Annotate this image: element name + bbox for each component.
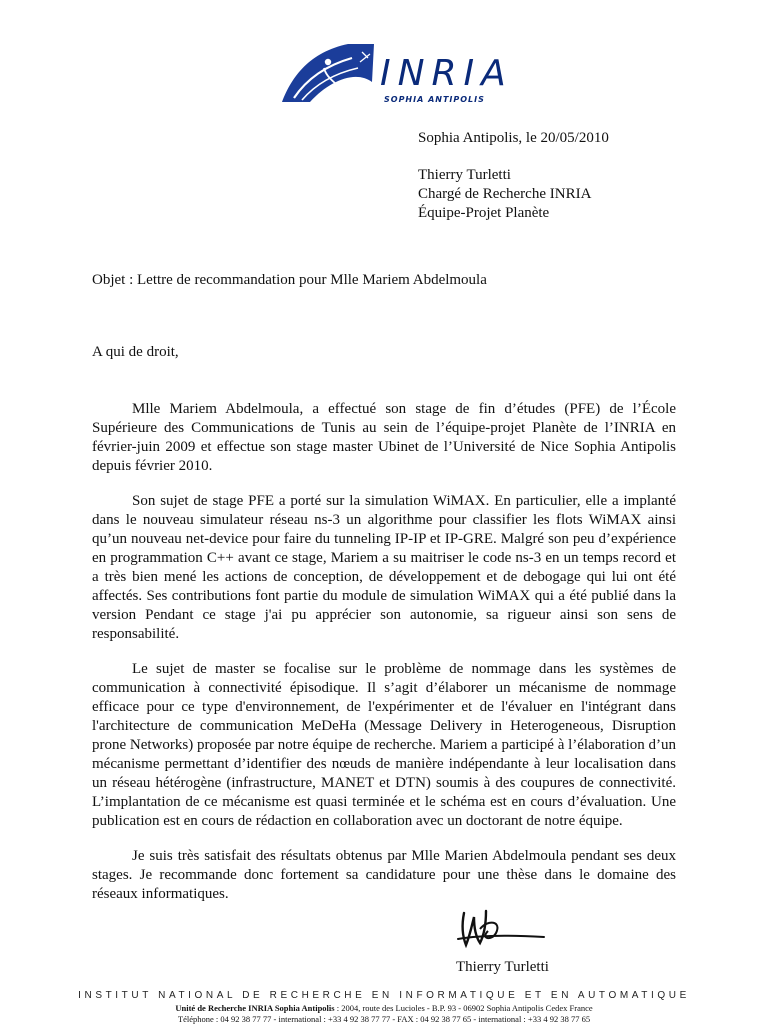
- sender-title: Chargé de Recherche INRIA: [418, 186, 592, 202]
- salutation: A qui de droit,: [92, 344, 179, 360]
- paragraph: Son sujet de stage PFE a porté sur la simulation WiMAX. En particulier, elle a implanté dans le nouveau simulateur réseau ns-3 un algorithme pour classifier les flots WiMAX ainsi qu’un nouveau net-device pour faire du tunneling IP-IP et IP-GRE. Malgré son peu d’expérience en programmation C++ avant ce stage, Mariem a su maitriser le code ns-3 en un temps record et a très bien mené les actions de conception, de développement et de debogage qui lui ont été affectés. Ses contributions font partie du module de simulation WiMAX qui a été publié dans la version Pendant ce stage j'ai pu apprécier son autonomie, sa rigueur ainsi son sens de responsabilité.: [92, 493, 676, 642]
- closing-name: Thierry Turletti: [456, 959, 549, 975]
- object-line: Objet : Lettre de recommandation pour Mlle Mariem Abdelmoula: [92, 272, 487, 288]
- date-line: Sophia Antipolis, le 20/05/2010: [418, 130, 609, 146]
- sender-name: Thierry Turletti: [418, 167, 511, 183]
- handwritten-signature: [450, 905, 550, 955]
- letter-body: [92, 400, 676, 920]
- footer-unit-address: : 2004, route des Lucioles - B.P. 93 - 06902 Sophia Antipolis Cedex France: [334, 1003, 593, 1013]
- letter-footer: [0, 990, 768, 1025]
- inria-logo-mark-icon: [276, 42, 376, 104]
- paragraph: Je suis très satisfait des résultats obtenus par Mlle Marien Abdelmoula pendant ses deux stages. Je recommande donc fortement sa candidature pour une thèse dans le domaine des réseaux informatiques.: [92, 848, 676, 902]
- paragraph: Mlle Mariem Abdelmoula, a effectué son stage de fin d’études (PFE) de l’École Supérieure des Communications de Tunis au sein de l’équipe-projet Planète de l’INRIA en février-juin 2009 et effectue son stage master Ubinet de l’Université de Nice Sophia Antipolis depuis février 2010.: [92, 401, 676, 474]
- footer-unit-name: Unité de Recherche INRIA Sophia Antipolis: [175, 1003, 335, 1013]
- logo-subtitle: SOPHIA ANTIPOLIS: [384, 95, 485, 104]
- letter-header: [418, 129, 609, 223]
- footer-institute: INSTITUT NATIONAL DE RECHERCHE EN INFORMATIQUE ET EN AUTOMATIQUE: [78, 990, 690, 1001]
- logo-wordmark: INRIA: [380, 53, 513, 94]
- paragraph: Le sujet de master se focalise sur le problème de nommage dans les systèmes de communication à connectivité épisodique. Il s’agit d’élaborer un mécanisme de nommage efficace pour ce type d'environnement, de l'expérimenter et de l'évaluer en l'intégrant dans l'architecture de communication MeDeHa (Message Delivery in Heterogeneous, Disruption prone Networks) proposée par notre équipe de recherche. Mariem a participé à l’élaboration d’un mécanisme permettant d’identifier des nœuds de manière indépendante à leur localisation dans un réseau hétérogène (infrastructure, MANET et DTN) soumis à des coupures de connectivité. L’implantation de ce mécanisme est quasi terminée et le schéma est en cours d’évaluation. Une publication est en cours de rédaction en collaboration avec un doctorant de notre équipe.: [92, 661, 676, 829]
- footer-unit-line: [0, 1003, 768, 1014]
- inria-logo: [276, 42, 513, 104]
- footer-phone-line: Téléphone : 04 92 38 77 77 - international : +33 4 92 38 77 77 - FAX : 04 92 38 77 65 - international : +33 4 92 38 77 65: [177, 1014, 591, 1024]
- sender-team: Équipe-Projet Planète: [418, 205, 550, 221]
